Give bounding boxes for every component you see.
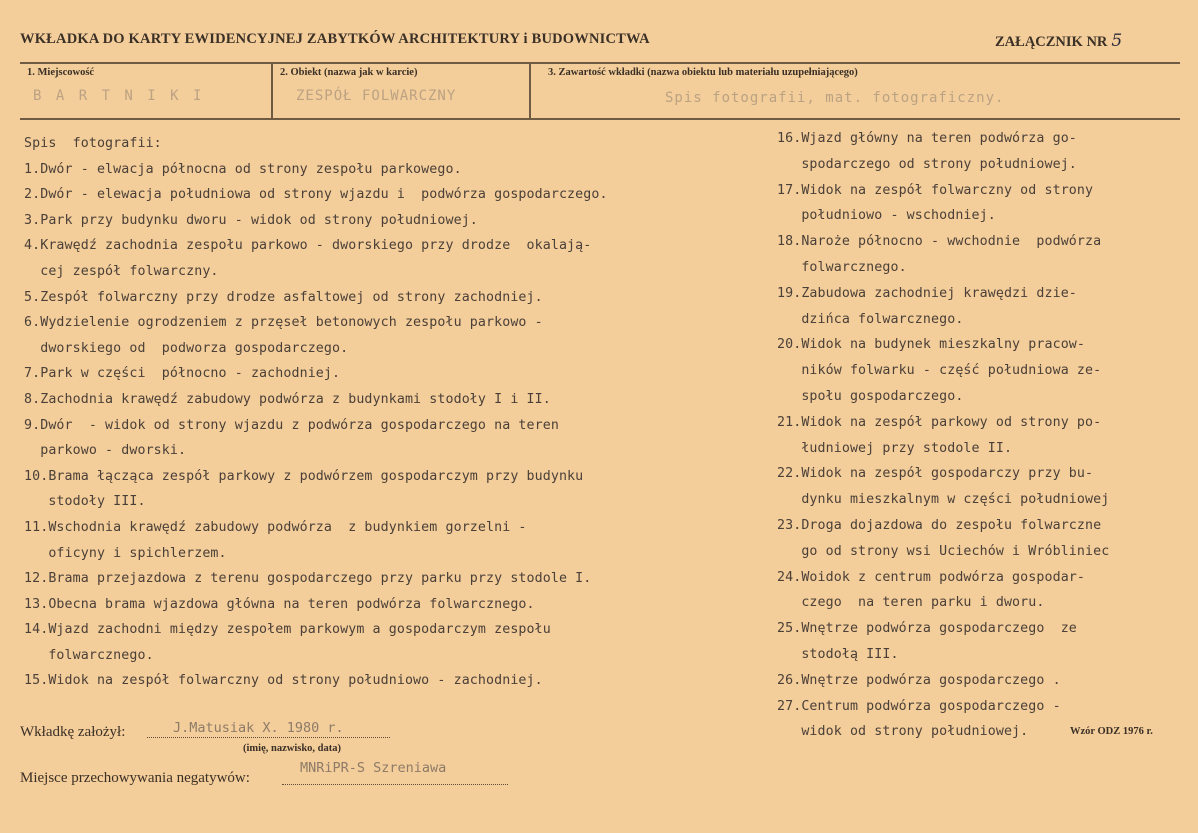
content-label: 3. Zawartość wkładki (nazwa obiektu lub materiału uzupełniającego) [548,67,858,78]
object-value: ZESPÓŁ FOLWARCZNY [296,88,457,104]
list-item: go od strony wsi Uciechów i Wróbliniec [777,543,1110,559]
annex-number: 5 [1111,31,1123,51]
field-separator-2 [529,62,531,119]
list-item: 19.Zabudowa zachodniej krawędzi dzie- [777,285,1077,301]
list-item: 25.Wnętrze podwórza gospodarczego ze [777,621,1077,637]
list-item: dworskiego od podworza gospodarczego. [24,340,349,356]
list-item: czego na teren parku i dworu. [777,595,1045,611]
list-item: społu gospodarczego. [777,388,964,404]
list-item: dynku mieszkalnym w części południowej [777,492,1110,508]
list-item: dzińca folwarcznego. [777,311,964,327]
list-item: ników folwarku - część południowa ze- [777,363,1102,379]
created-by-line [147,737,390,738]
list-item: 22.Widok na zespół gospodarczy przy bu- [777,466,1094,482]
list-item: 11.Wschodnia krawędź zabudowy podwórza z budynkiem gorzelni - [24,519,527,535]
created-by-label: Wkładkę założył: [20,724,126,740]
list-item: 4.Krawędź zachodnia zespołu parkowo - dworskiego przy drodze okalają- [24,238,592,254]
field-separator-1 [271,62,273,119]
list-item: folwarcznego. [777,259,907,275]
list-item: 12.Brama przejazdowa z terenu gospodarczego przy parku przy stodole I. [24,571,592,587]
storage-label: Miejsce przechowywania negatywów: [20,770,250,786]
list-item: stodoły III. [24,494,146,510]
list-item: parkowo - dworski. [24,443,187,459]
list-item: 27.Centrum podwórza gospodarczego - [777,698,1061,714]
list-item: 6.Wydzielenie ogrodzeniem z przęseł betonowych zespołu parkowo - [24,315,543,331]
list-item: 18.Naroże północno - wwchodnie podwórza [777,234,1102,250]
card-title: WKŁADKA DO KARTY EWIDENCYJNEJ ZABYTKÓW ARCHITEKTURY i BUDOWNICTWA [20,31,650,47]
list-item: 2.Dwór - elewacja południowa od strony wjazdu i podwórza gospodarczego. [24,187,608,203]
storage-line [282,784,508,785]
list-item: 17.Widok na zespół folwarczny od strony [777,182,1094,198]
list-item: stodołą III. [777,646,899,662]
list-item: 20.Widok na budynek mieszkalny pracow- [777,337,1086,353]
photo-list-right [777,126,1109,745]
list-item: 24.Woidok z centrum podwórza gospodar- [777,569,1086,585]
template-version: Wzór ODZ 1976 r. [1070,726,1153,737]
list-item: oficyny i spichlerzem. [24,545,227,561]
created-by-value: J.Matusiak X. 1980 r. [173,720,344,736]
list-item: południowo - wschodniej. [777,208,996,224]
list-item: 8.Zachodnia krawędź zabudowy podwórza z budynkami stodoły I i II. [24,391,551,407]
list-item: spodarczego od strony południowej. [777,156,1077,172]
storage-value: MNRiPR-S Szreniawa [300,760,447,776]
list-item: 9.Dwór - widok od strony wjazdu z podwórza gospodarczego na teren [24,417,559,433]
photo-list-left [24,131,608,694]
header-divider [20,62,1180,64]
place-label: 1. Miejscowość [27,67,95,78]
annex-number-label [995,31,1122,51]
list-item: folwarcznego. [24,647,154,663]
list-item: 26.Wnętrze podwórza gospodarczego . [777,672,1061,688]
object-label: 2. Obiekt (nazwa jak w karcie) [280,67,418,78]
list-heading: Spis fotografii: [24,136,162,151]
list-item: 5.Zespół folwarczny przy drodze asfaltowej od strony zachodniej. [24,289,543,305]
list-item: 15.Widok na zespół folwarczny od strony południowo - zachodniej. [24,673,543,689]
list-item: widok od strony południowej. [777,724,1029,740]
list-item: łudniowej przy stodole II. [777,440,1013,456]
list-item: 14.Wjazd zachodni między zespołem parkowym a gospodarczym zespołu [24,622,551,638]
list-item: 23.Droga dojazdowa do zespołu folwarczne [777,517,1102,533]
list-item: 7.Park w części północno - zachodniej. [24,366,341,382]
annex-label: ZAŁĄCZNIK NR [995,34,1108,50]
list-item: 16.Wjazd główny na teren podwórza go- [777,131,1077,146]
place-value: B A R T N I K I [33,88,205,104]
list-item: 3.Park przy budynku dworu - widok od strony południowej. [24,212,478,228]
fields-divider [20,118,1180,120]
content-value: Spis fotografii, mat. fotograficzny. [665,90,1005,106]
list-item: cej zespół folwarczny. [24,263,219,279]
created-by-caption: (imię, nazwisko, data) [243,743,341,754]
list-item: 21.Widok na zespół parkowy od strony po- [777,414,1102,430]
list-item: 13.Obecna brama wjazdowa główna na teren podwórza folwarcznego. [24,596,535,612]
list-item: 1.Dwór - elwacja północna od strony zespołu parkowego. [24,161,462,177]
list-item: 10.Brama łącząca zespół parkowy z podwórzem gospodarczym przy budynku [24,468,584,484]
